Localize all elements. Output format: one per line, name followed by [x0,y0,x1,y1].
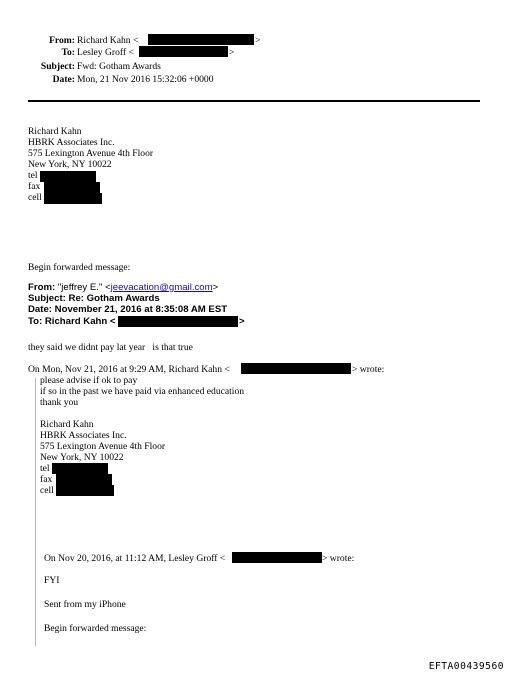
forward-to-line [28,316,116,327]
subject-value: Fwd: Gotham Awards [77,61,161,72]
to-close: > [229,47,235,58]
quote1-intro-prefix: On Mon, Nov 21, 2016 at 9:29 AM, Richard Kahn < [28,364,230,375]
sig-tel: tel [40,463,50,474]
sig-company: HBRK Associates Inc. [28,137,115,148]
redaction-box [44,182,100,193]
sig-company: HBRK Associates Inc. [40,430,127,441]
to-value: Lesley Groff < [77,47,134,58]
sig-name: Richard Kahn [28,126,82,137]
sig-city: New York, NY 10022 [40,452,124,463]
quote2-intro-prefix: On Nov 20, 2016, at 11:12 AM, Lesley Groff < [44,553,226,564]
sig-cell: cell [28,192,42,203]
sig-city: New York, NY 10022 [28,159,112,170]
redaction-box [148,34,254,45]
redaction-box [139,46,228,57]
forward-date-line [28,304,227,315]
quote1-line: thank you [40,397,79,408]
forward-from-name: "jeffrey E." < [57,282,111,293]
quote1-body [40,375,244,408]
forward-to-label: To: [28,316,43,327]
quote2-sent-from: Sent from my iPhone [44,599,126,610]
to-label: To: [61,47,75,58]
redaction-box [44,193,102,204]
sig-cell: cell [40,485,54,496]
sig-address: 575 Lexington Avenue 4th Floor [40,441,166,452]
redaction-box [40,171,96,182]
reply-body: they said we didnt pay lat year is that true [28,342,193,353]
quote2-intro-suffix: > wrote: [322,553,355,564]
forward-to-close: > [239,316,245,327]
sig-fax: fax [40,474,53,485]
forward-subject-value: Re: Gotham Awards [68,293,160,304]
redaction-box [118,316,238,327]
forward-subject-line [28,293,160,304]
from-close: > [255,35,261,46]
forward-to-value: Richard Kahn < [44,316,116,327]
redaction-box [52,463,108,474]
subject-label: Subject: [40,61,75,72]
date-label: Date: [52,74,75,85]
forward-from-suffix: > [212,282,219,293]
forward-from-label: From: [28,282,56,293]
quote-bar [35,378,36,646]
redaction-box [241,363,351,374]
quote1-line: please advise if ok to pay [40,375,138,386]
from-value: Richard Kahn < [77,35,139,46]
quote1-line: if so in the past we have paid via enhanced education [40,386,245,397]
forward-date-value: November 21, 2016 at 8:35:08 AM EST [54,304,228,315]
quote2-fyi: FYI [44,575,60,586]
from-label: From: [49,35,75,46]
quote2-forwarded: Begin forwarded message: [44,623,147,634]
redaction-box [56,485,114,496]
document-id: EFTA00439560 [428,661,504,672]
sig-address: 575 Lexington Avenue 4th Floor [28,148,154,159]
sig-name: Richard Kahn [40,419,94,430]
redaction-box [56,474,112,485]
forward-from-line [28,282,218,293]
header-divider [28,100,480,102]
forward-from-email-link[interactable]: jeevacation@gmail.com [110,282,213,293]
quote1-intro-suffix: > wrote: [352,364,385,375]
sig-tel: tel [28,170,38,181]
forward-intro: Begin forwarded message: [28,262,131,273]
forward-subject-label: Subject: [28,293,66,304]
redaction-box [232,552,322,563]
sig-fax: fax [28,181,41,192]
forward-date-label: Date: [28,304,52,315]
date-value: Mon, 21 Nov 2016 15:32:06 +0000 [77,74,214,85]
